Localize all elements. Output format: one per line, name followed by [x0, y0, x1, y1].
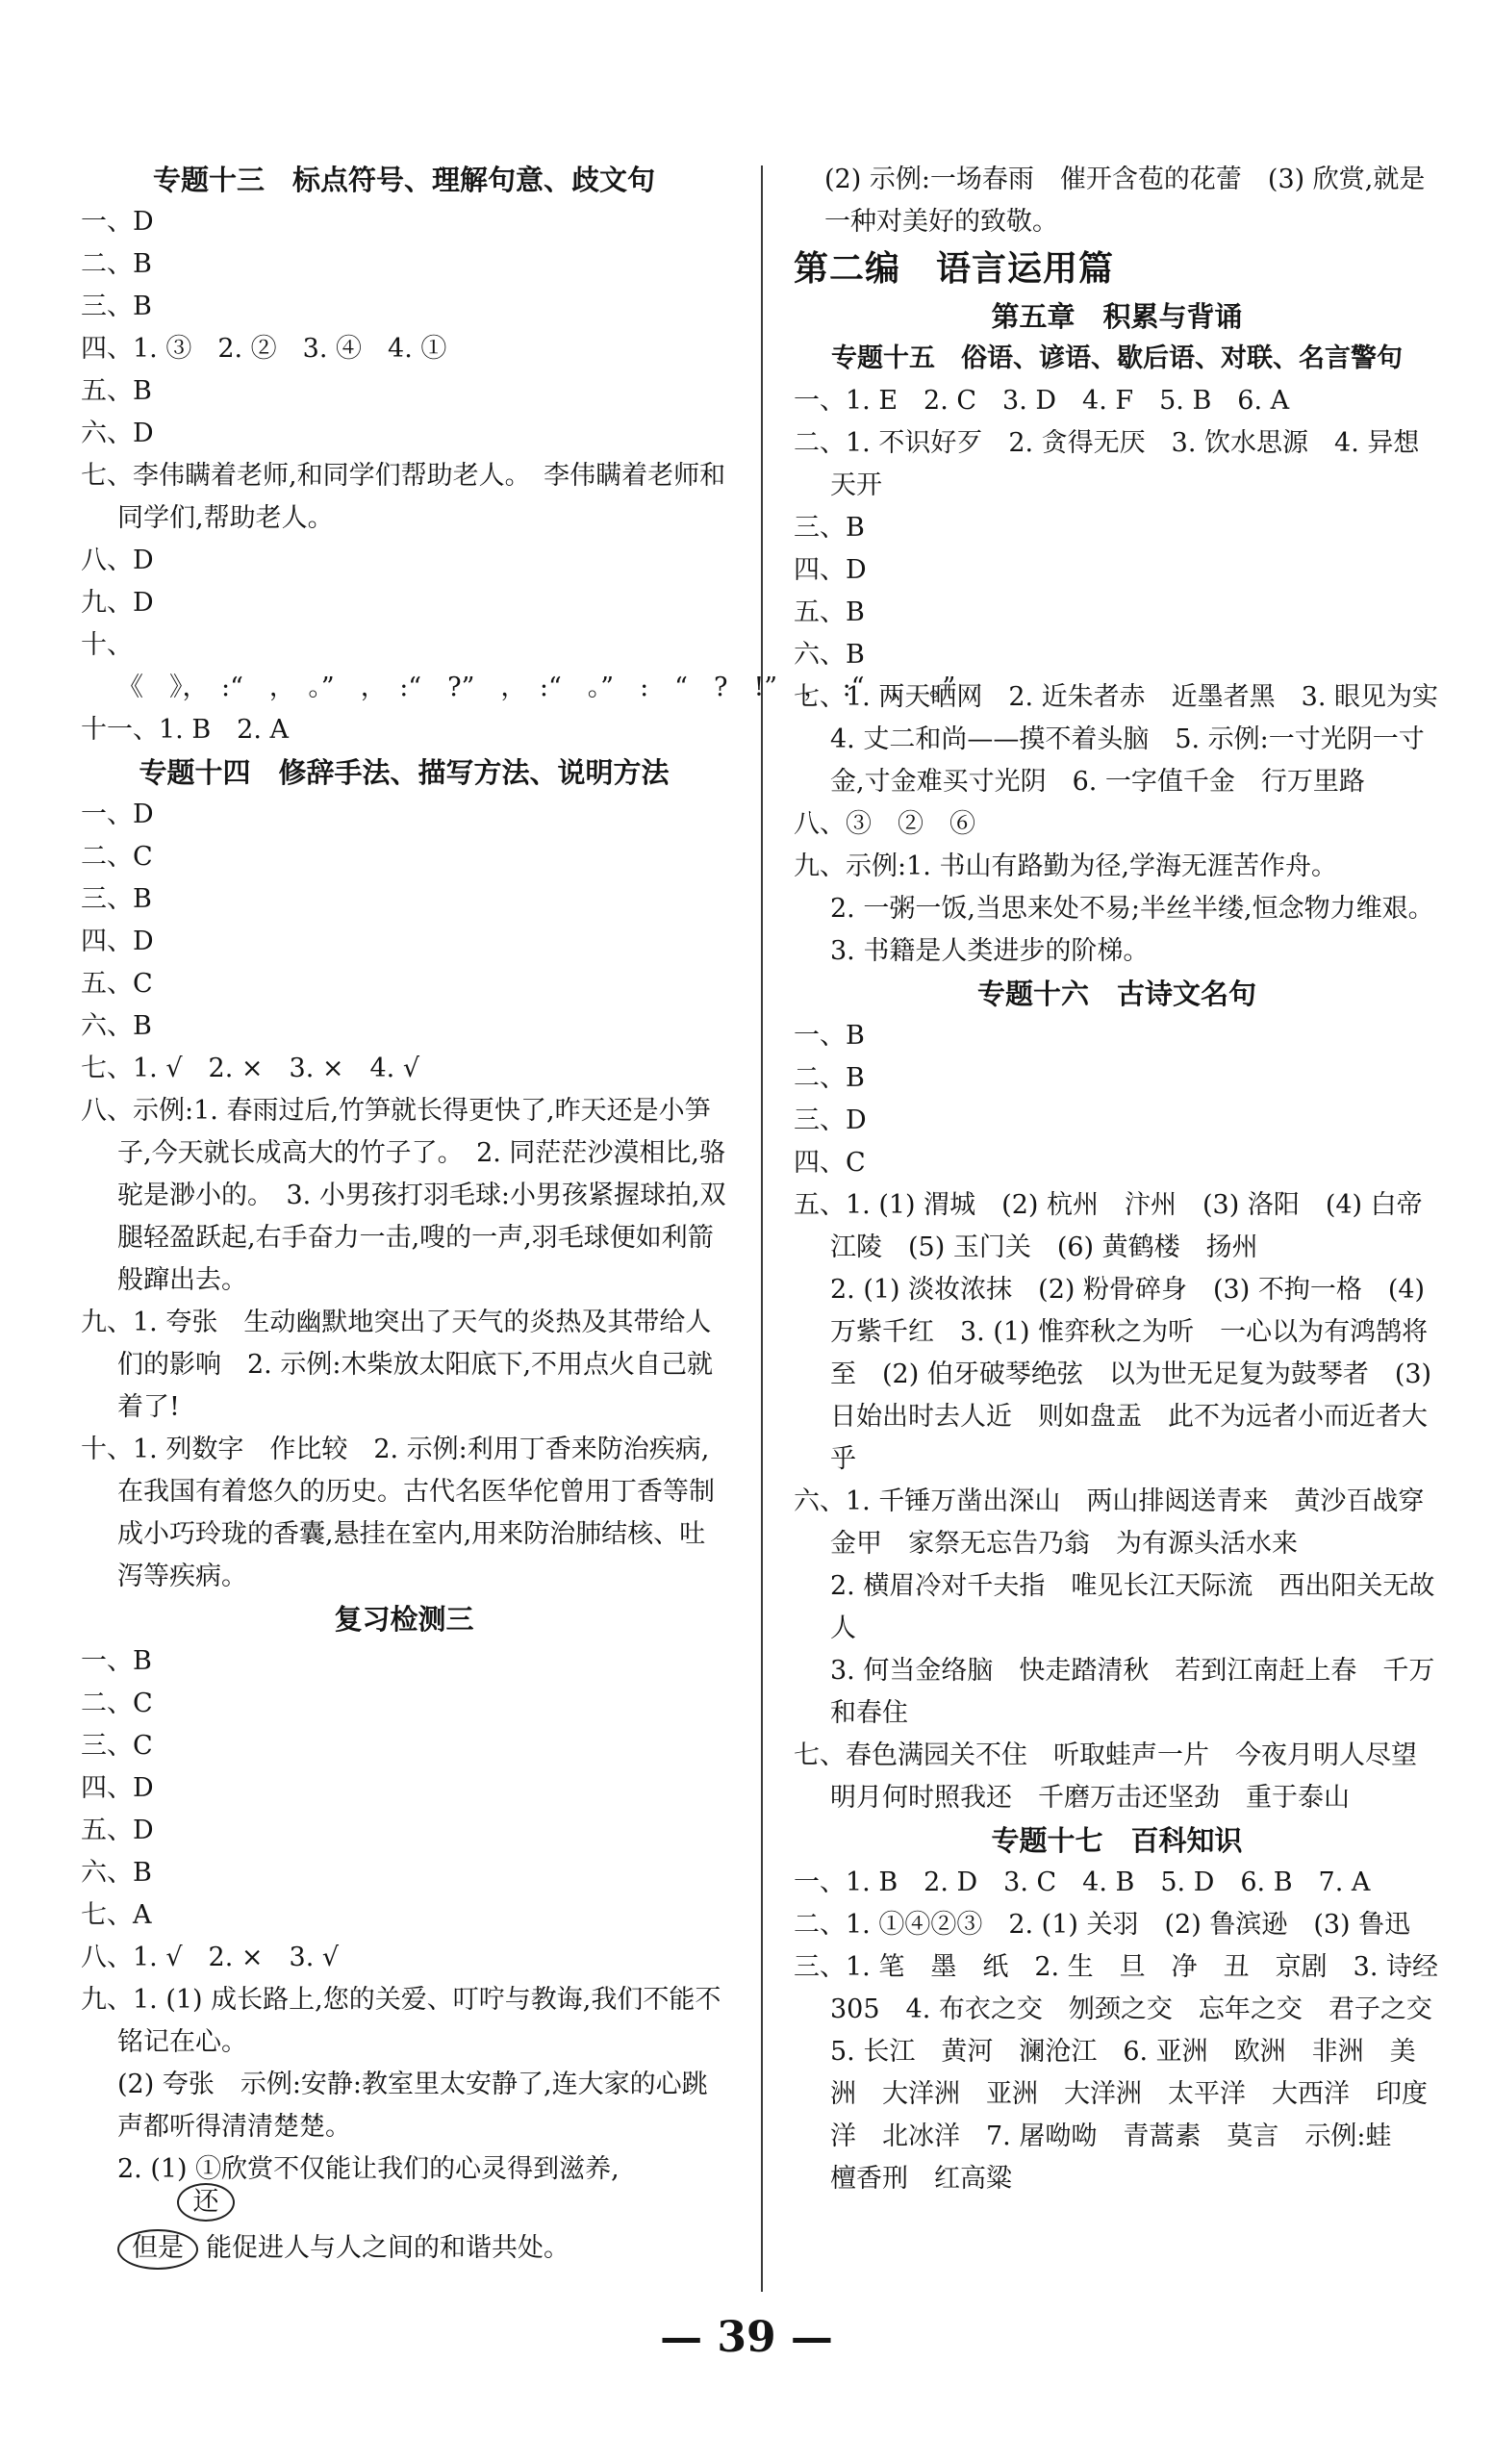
section-title-14: 专题十四 修辞手法、描写方法、说明方法 [139, 756, 670, 789]
answer-item: 三、D [794, 1105, 867, 1135]
answer-item: 五、1. (1) 渭城 (2) 杭州 汴州 (3) 洛阳 (4) 白帝 江陵 (5) 玉门关 (6) 黄鹤楼 扬州 [794, 1190, 1449, 1262]
answer-list-16b [794, 1481, 1440, 1565]
page-number: — 39 — [660, 2313, 833, 2362]
answer-list-14 [81, 794, 727, 1598]
answer-item: 九、1. 夸张 生动幽默地突出了天气的炎热及其带给人们的影响 2. 示例:木柴放太阳底下,不用点火自己就着了! [81, 1308, 714, 1422]
answer-list-16 [794, 1015, 1449, 1269]
answer-item: 三、1. 笔 墨 纸 2. 生 旦 净 丑 京剧 3. 诗经 305 4. 布衣之交 刎颈之交 忘年之交 君子之交 5. 长江 黄河 澜沧江 6. 亚洲 欧洲 非洲 美洲 大洋洲 亚洲 大洋洲 太平洋 大西洋 印度洋 北冰洋 7. 屠呦呦 青蒿素 莫言 示例:蛙 檀香刑 红高粱 [794, 1952, 1465, 2194]
answer-item: 八、示例:1. 春雨过后,竹笋就长得更快了,昨天还是小笋子,今天就长成高大的竹子了。 2. 同茫茫沙漠相比,骆驼是渺小的。 3. 小男孩打羽毛球:小男孩紧握球拍,双腿轻盈跃起,右手奋力一击,嗖的一声,羽毛球便如利箭般蹿出去。 [81, 1096, 726, 1295]
answer-item: 六、B [81, 1011, 152, 1041]
answer-list-review [81, 1640, 727, 2064]
answer-item: 三、B [81, 884, 152, 914]
column-divider [761, 165, 763, 2292]
sub-answer: 2. (1) 淡妆浓抹 (2) 粉骨碎身 (3) 不拘一格 (4) 万紫千红 3. (1) 惟弈秋之为听 一心以为有鸿鹄将至 (2) 伯牙破琴绝弦 以为世无足复为鼓琴者 (3) 日始出时去人近 则如盘盂 此不为远者小而近者大乎 [830, 1275, 1440, 1474]
answer-item: 七、1. √ 2. × 3. × 4. √ [81, 1054, 420, 1083]
answer-item: 三、C [81, 1731, 153, 1761]
answer-item: 十、《 》， :“ ， 。” ， :“ ?” ， :“ 。” : “ ? !” ， :“ ， 。” [81, 630, 956, 702]
sub-answer: 3. 何当金络脑 快走踏清秋 若到江南赶上春 千万和春住 [830, 1656, 1435, 1728]
answer-item: 四、D [81, 1773, 154, 1803]
continued-answer: (2) 示例:一场春雨 催开含苞的花蕾 (3) 欣赏,就是一种对美好的致敬。 [824, 165, 1426, 237]
answer-item: 一、1. B 2. D 3. C 4. B 5. D 6. B 7. A [794, 1867, 1371, 1897]
oval-annotation: 还 [177, 2183, 235, 2222]
review-sub-answer: (2) 夸张 示例:安静:教室里太安静了,连大家的心跳声都听得清清楚楚。 [117, 2070, 708, 2142]
answer-item: 三、B [794, 513, 865, 543]
answer-item: 二、B [81, 249, 152, 279]
answer-item: 六、1. 千锤万凿出深山 两山排闼送青来 黄沙百战穿金甲 家祭无忘告乃翁 为有源头活水来 [794, 1486, 1425, 1559]
answer-item: 五、C [81, 969, 153, 999]
answer-item: 三、B [81, 292, 152, 321]
handwritten-correction [81, 2187, 727, 2279]
answer-item: 八、③ ② ⑥ [794, 809, 975, 839]
section-title-13: 专题十三 标点符号、理解句意、歧文句 [152, 164, 655, 196]
answer-item: 四、D [794, 555, 867, 585]
answer-item: 一、B [794, 1021, 865, 1051]
answer-item: 二、1. ①④②③ 2. (1) 关羽 (2) 鲁滨逊 (3) 鲁迅 [794, 1910, 1411, 1940]
answer-item: 九、示例:1. 书山有路勤为径,学海无涯苦作舟。 [794, 851, 1338, 881]
answer-item: 八、1. √ 2. × 3. √ [81, 1943, 340, 1972]
answer-item: 十、1. 列数字 作比较 2. 示例:利用丁香来防治疾病,在我国有着悠久的历史。古代名医华佗曾用丁香等制成小巧玲珑的香囊,悬挂在室内,用来防治肺结核、吐泻等疾病。 [81, 1435, 715, 1591]
review-sub-answer: 2. (1) ①欣赏不仅能让我们的心灵得到滋养, [117, 2154, 620, 2184]
answer-item: 二、1. 不识好歹 2. 贪得无厌 3. 饮水思源 4. 异想天开 [794, 428, 1420, 500]
chapter-title: 第五章 积累与背诵 [991, 300, 1243, 333]
section-title-17: 专题十七 百科知识 [991, 1824, 1243, 1857]
answer-item: 六、D [81, 419, 154, 448]
part-title: 第二编 语言运用篇 [794, 249, 1115, 289]
answer-item: 五、B [81, 376, 152, 406]
answer-item: 七、李伟瞒着老师,和同学们帮助老人。 李伟瞒着老师和同学们,帮助老人。 [81, 461, 726, 533]
section-title-15: 专题十五 俗语、谚语、歇后语、对联、名言警句 [831, 343, 1403, 373]
answer-item: 七、春色满园关不住 听取蛙声一片 今夜月明人尽望 明月何时照我还 千磨万击还坚劲 重于泰山 [794, 1740, 1443, 1813]
answer-item: 四、1. ③ 2. ② 3. ④ 4. ① [81, 334, 447, 364]
answer-item: 一、D [81, 207, 154, 237]
review-title: 复习检测三 [334, 1603, 474, 1636]
answer-item: 二、B [794, 1063, 865, 1093]
answer-item: 七、1. 两天晒网 2. 近朱者赤 近墨者黑 3. 眼见为实 4. 丈二和尚——摸不着头脑 5. 示例:一寸光阴一寸金,寸金难买寸光阴 6. 一字值千金 行万里路 [794, 682, 1465, 797]
answer-item: 九、D [81, 588, 154, 618]
answer-item: 七、A [81, 1900, 152, 1930]
answer-item: 二、C [81, 1689, 153, 1718]
answer-list-15 [794, 380, 1465, 888]
sentence-text: 能促进人与人之间的和谐共处。 [206, 2233, 569, 2263]
answer-item: 一、B [81, 1646, 152, 1676]
answer-item: 四、D [81, 927, 154, 956]
answer-item: 五、D [81, 1816, 154, 1845]
answer-item: 一、D [81, 800, 154, 829]
answer-item: 二、C [81, 842, 153, 872]
answer-list-17 [794, 1862, 1465, 2200]
answer-item: 八、D [81, 546, 154, 575]
answer-item: 四、C [794, 1148, 866, 1178]
section-title-16: 专题十六 古诗文名句 [976, 978, 1256, 1010]
answer-item: 六、B [81, 1858, 152, 1888]
answer-item: 五、B [794, 597, 865, 627]
sub-answer: 2. 横眉冷对千夫指 唯见长江天际流 西出阳关无故人 [830, 1571, 1435, 1643]
answer-item: 六、B [794, 640, 865, 670]
sub-answer: 2. 一粥一饭,当思来处不易;半丝半缕,恒念物力维艰。 3. 书籍是人类进步的阶梯。 [830, 894, 1448, 966]
answer-list-16c [794, 1735, 1443, 1819]
right-column [794, 159, 1465, 2200]
answer-item: 十一、1. B 2. A [81, 715, 290, 745]
oval-annotation: 但是 [117, 2229, 198, 2270]
answer-item: 九、1. (1) 成长路上,您的关爱、叮咛与教诲,我们不能不铭记在心。 [81, 1985, 721, 2057]
answer-item: 一、1. E 2. C 3. D 4. F 5. B 6. A [794, 386, 1290, 416]
